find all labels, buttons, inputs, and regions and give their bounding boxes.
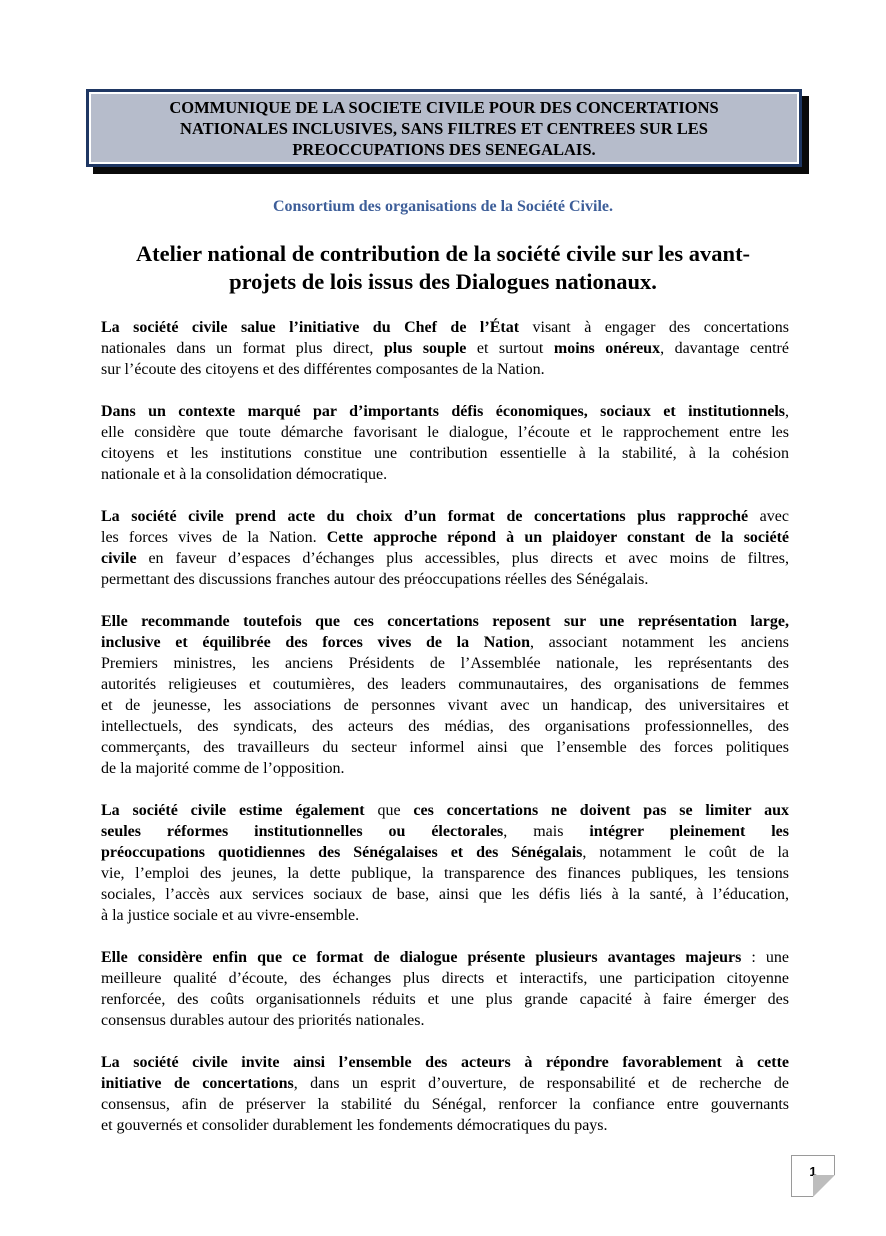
text-run: visant à engager des concertations	[519, 319, 789, 336]
bold-text: initiative de concertations	[101, 1075, 294, 1092]
paragraph-line	[101, 359, 789, 380]
text-run: à la justice sociale et au vivre-ensemble.	[101, 907, 360, 924]
consortium-subtitle: Consortium des organisations de la Société Civile.	[273, 198, 613, 215]
paragraph-line	[101, 548, 789, 569]
text-run: consensus durables autour des priorités nationales.	[101, 1012, 425, 1029]
text-run: permettant des discussions franches autour des préoccupations réelles des Sénégalais.	[101, 571, 649, 588]
bold-text: La société civile salue l’initiative du Chef de l’État	[101, 319, 520, 336]
paragraph-line	[101, 1052, 789, 1073]
text-run: meilleure qualité d’écoute, des échanges plus directs et interactifs, une participation citoyenne	[101, 970, 789, 987]
bold-text: civile	[101, 550, 137, 567]
bold-text: La société civile prend acte du choix d’un format de concertations plus rapproché	[101, 508, 749, 525]
paragraph-line	[101, 317, 789, 338]
main-title-line: projets de lois issus des Dialogues nationaux.	[229, 269, 657, 294]
text-run: : une	[741, 949, 789, 966]
paragraph	[101, 800, 789, 926]
bold-text: inclusive et équilibrée des forces vives de la Nation	[101, 634, 530, 651]
text-run: , dans un esprit d’ouverture, de responsabilité et de recherche de	[293, 1075, 789, 1092]
bold-text: Cette approche répond à un plaidoyer constant de la société	[326, 529, 789, 546]
bold-text: Dans un contexte marqué par d’importants défis économiques, sociaux et institutionnels	[101, 403, 785, 420]
text-run: Premiers ministres, les anciens Présidents de l’Assemblée nationale, les représentants des	[101, 655, 789, 672]
bold-text: plus souple	[383, 340, 467, 357]
bold-text: La société civile estime également	[101, 802, 365, 819]
paragraph-line	[101, 1115, 789, 1136]
paragraph-line	[101, 737, 789, 758]
paragraph-line	[101, 506, 789, 527]
main-title-line: Atelier national de contribution de la société civile sur les avant-	[135, 241, 751, 266]
paragraph	[101, 506, 789, 590]
page-number: 1	[809, 1164, 817, 1179]
text-run: elle considère que toute démarche favorisant le dialogue, l’écoute et le rapprochement entre les	[101, 424, 789, 441]
paragraph-line	[101, 338, 789, 359]
text-run: commerçants, des travailleurs du secteur informel ainsi que l’ensemble des forces politiques	[101, 739, 789, 756]
text-run: , notamment le coût de la	[582, 844, 789, 861]
paragraph	[101, 611, 789, 779]
text-run: ,	[785, 403, 789, 420]
text-run: sociales, l’accès aux services sociaux de base, ainsi que les défis liés à la santé, à l’éducation,	[101, 886, 789, 903]
text-run: autorités religieuses et coutumières, des leaders communautaires, des organisations de femmes	[101, 676, 789, 693]
paragraph-line	[101, 632, 789, 653]
paragraph-line	[101, 863, 789, 884]
text-run: les forces vives de la Nation.	[101, 529, 327, 546]
paragraph-line	[101, 1094, 789, 1115]
header-line: COMMUNIQUE DE LA SOCIETE CIVILE POUR DES CONCERTATIONS	[169, 97, 719, 117]
text-run: consensus, afin de préserver la stabilité du Sénégal, renforcer la confiance entre gouvernants	[101, 1096, 789, 1113]
paragraph-line	[101, 464, 789, 485]
paragraph-line	[101, 989, 789, 1010]
text-run: renforcée, des coûts organisationnels réduits et une plus grande capacité à faire émerger des	[101, 991, 789, 1008]
header-line: NATIONALES INCLUSIVES, SANS FILTRES ET CENTREES SUR LES	[180, 118, 708, 138]
bold-text: La société civile invite ainsi l’ensemble des acteurs à répondre favorablement à cette	[101, 1054, 789, 1071]
paragraph-line	[101, 905, 789, 926]
text-run: et surtout	[466, 340, 554, 357]
page-fold-icon	[813, 1175, 835, 1197]
bold-text: préoccupations quotidiennes des Sénégalaises et des Sénégalais	[101, 844, 583, 861]
paragraph-line	[101, 401, 789, 422]
page-number-box	[791, 1155, 835, 1197]
paragraph-line	[101, 611, 789, 632]
text-run: avec	[748, 508, 789, 525]
paragraph	[101, 1052, 789, 1136]
paragraph	[101, 401, 789, 485]
bold-text: intégrer pleinement les	[589, 823, 789, 840]
paragraph-line	[101, 422, 789, 443]
text-run: intellectuels, des syndicats, des acteurs des médias, des organisations professionnelles, des	[101, 718, 789, 735]
bold-text: ces concertations ne doivent pas se limiter aux	[413, 802, 789, 819]
text-run: nationale et à la consolidation démocratique.	[101, 466, 388, 483]
paragraph-line	[101, 821, 789, 842]
text-run: , davantage centré	[660, 340, 789, 357]
paragraph-line	[101, 1010, 789, 1031]
text-run: , associant notamment les anciens	[529, 634, 789, 651]
paragraph-line	[101, 968, 789, 989]
paragraph-line	[101, 884, 789, 905]
text-run: et gouvernés et consolider durablement les fondements démocratiques du pays.	[101, 1117, 608, 1134]
paragraph-line	[101, 716, 789, 737]
text-run: nationales dans un format plus direct,	[101, 340, 384, 357]
paragraph-line	[101, 947, 789, 968]
bold-text: seules réformes institutionnelles ou électorales	[101, 823, 504, 840]
header-inner	[89, 92, 799, 164]
paragraph-line	[101, 443, 789, 464]
text-run: et de jeunesse, les associations de personnes vivant avec un handicap, des universitaires et	[101, 697, 789, 714]
text-run: citoyens et les institutions constitue une contribution essentielle à la stabilité, à la cohésion	[101, 445, 789, 462]
text-run: de la majorité comme de l’opposition.	[101, 760, 345, 777]
paragraph	[101, 947, 789, 1031]
paragraph	[101, 317, 789, 380]
paragraph-line	[101, 674, 789, 695]
paragraph-line	[101, 758, 789, 779]
text-run: vie, l’emploi des jeunes, la dette publique, la transparence des finances publiques, les tensions	[101, 865, 789, 882]
header-box	[86, 89, 802, 167]
bold-text: Elle recommande toutefois que ces concertations reposent sur une représentation large,	[101, 613, 789, 630]
paragraph-line	[101, 695, 789, 716]
bold-text: Elle considère enfin que ce format de dialogue présente plusieurs avantages majeurs	[101, 949, 742, 966]
header-line: PREOCCUPATIONS DES SENEGALAIS.	[292, 139, 596, 159]
paragraph-line	[101, 527, 789, 548]
paragraph-line	[101, 800, 789, 821]
paragraph-line	[101, 653, 789, 674]
main-title	[0, 240, 886, 296]
text-run: que	[364, 802, 414, 819]
body-text	[101, 317, 789, 1157]
paragraph-line	[101, 569, 789, 590]
paragraph-line	[101, 1073, 789, 1094]
text-run: en faveur d’espaces d’échanges plus accessibles, plus directs et avec moins de filtres,	[136, 550, 789, 567]
text-run: , mais	[503, 823, 590, 840]
text-run: sur l’écoute des citoyens et des différentes composantes de la Nation.	[101, 361, 545, 378]
bold-text: moins onéreux	[553, 340, 661, 357]
paragraph-line	[101, 842, 789, 863]
